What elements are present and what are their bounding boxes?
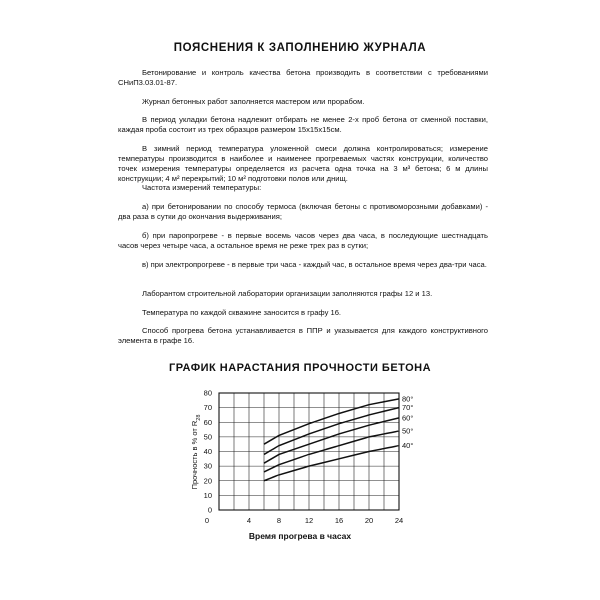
y-tick-label: 20 xyxy=(203,476,212,486)
x-tick-label: 16 xyxy=(334,516,344,525)
series-label: 40° xyxy=(402,441,414,451)
x-tick-label: 4 xyxy=(246,516,252,525)
paragraph-10: Температура по каждой скважине заносится в графу 16. xyxy=(142,308,342,317)
paragraph-1: Бетонирование и контроль качества бетона производить в соответствии с требованиями СНиП3.03.01-87. xyxy=(118,68,488,87)
paragraph-4: В зимний период температура уложенной смеси должна контролироваться; измерение температуры производится в наиболее и наименее прогреваемых частях конструкции, количество точек измерения температуры определяется из расчета одна точка на 3 м³ бетона; 6 м длины конструкции; 4 м² перекрытий; 10 м² подготовки полов или днищ. xyxy=(118,144,488,183)
y-axis-label-main: Прочность в % от R xyxy=(190,420,199,490)
curve-80deg xyxy=(264,399,399,444)
y-tick-label: 60 xyxy=(203,417,212,427)
series-label: 80° xyxy=(402,394,414,404)
y-tick-label: 70 xyxy=(203,403,212,413)
paragraph-3: В период укладки бетона надлежит отбирать не менее 2-х проб бетона от сменной поставки, каждая проба состоит из трех образцов размером 15x15x15см. xyxy=(118,115,488,134)
paragraph-8: в) при электропрогреве - в первые три часа - каждый час, в остальное время через два-три часа. xyxy=(142,260,487,269)
x-tick-label: 20 xyxy=(364,516,374,525)
curve-60deg xyxy=(264,418,399,463)
paragraph-6: а) при бетонировании по способу термоса (включая бетоны с противоморозными добавками) - два раза в сутки до окончания выдерживания; xyxy=(118,202,488,221)
y-axis-label xyxy=(190,415,202,490)
y-tick-label: 50 xyxy=(203,432,212,442)
y-axis-label-sub: 28 xyxy=(196,414,202,421)
series-label: 50° xyxy=(402,426,414,436)
paragraph-2: Журнал бетонных работ заполняется мастером или прорабом. xyxy=(142,97,365,106)
document-title: ПОЯСНЕНИЯ К ЗАПОЛНЕНИЮ ЖУРНАЛА xyxy=(173,42,427,54)
chart-curves xyxy=(264,399,399,481)
y-tick-label: 30 xyxy=(203,461,212,471)
x-tick-label: 24 xyxy=(394,516,404,525)
paragraph-7: б) при паропрогреве - в первые восемь часов через два часа, в последующие шестнадцать часов через четыре часа, а остальное время не реже трех раз в сутки; xyxy=(118,231,488,250)
chart-title: ГРАФИК НАРАСТАНИЯ ПРОЧНОСТИ БЕТОНА xyxy=(168,362,432,374)
y-tick-label: 40 xyxy=(203,447,212,457)
y-tick-label: 10 xyxy=(203,490,212,500)
series-label: 70° xyxy=(402,403,414,413)
paragraph-5: Частота измерений температуры: xyxy=(142,183,262,192)
x-tick-label: 8 xyxy=(276,516,282,525)
x-tick-label: 0 xyxy=(204,516,210,525)
x-axis-label: Время прогрева в часах xyxy=(248,531,352,541)
series-label: 60° xyxy=(402,413,414,423)
y-tick-label: 80 xyxy=(203,388,212,398)
y-tick-label: 0 xyxy=(207,505,212,515)
paragraph-11: Способ прогрева бетона устанавливается в ППР и указывается для каждого конструктивного элемента в графе 16. xyxy=(118,326,488,345)
x-tick-label: 12 xyxy=(304,516,314,525)
paragraph-9: Лаборантом строительной лаборатории организации заполняются графы 12 и 13. xyxy=(142,289,433,298)
chart-labels xyxy=(204,389,414,525)
